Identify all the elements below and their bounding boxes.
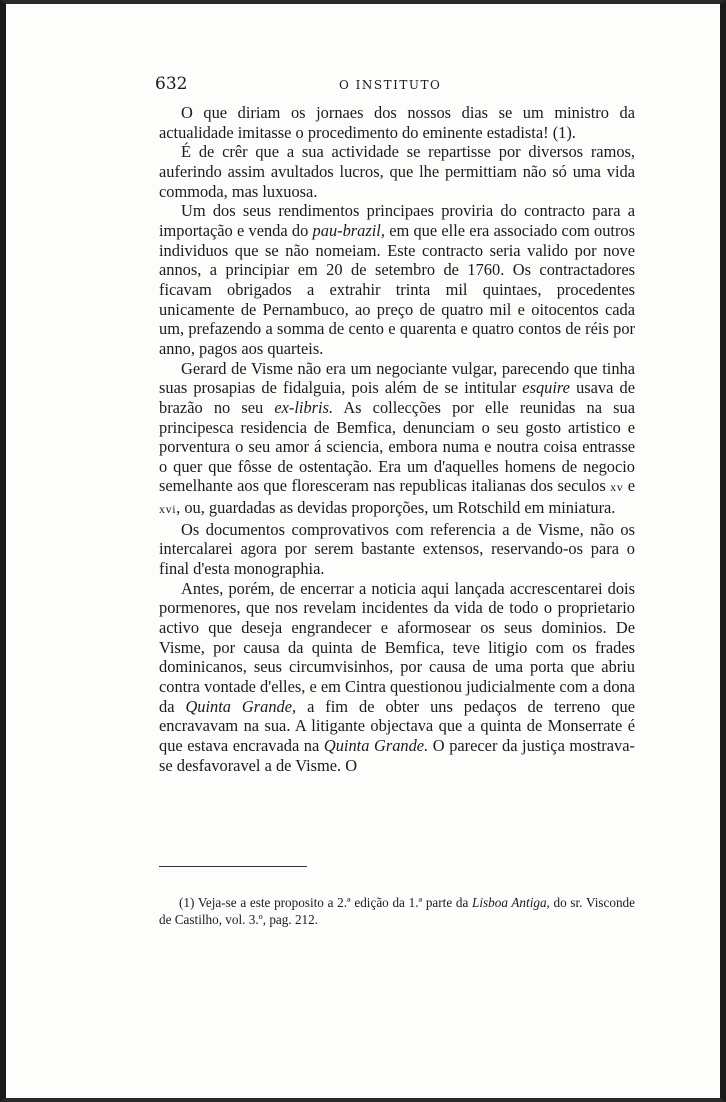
footnote-divider	[159, 866, 307, 867]
paragraph-6-text-b: a fim de obter uns pedaços de terreno que encravavam na sua. A litigante objectava que a quinta de Monserrate é que estava encravada na	[159, 696, 635, 755]
running-head: O INSTITUTO	[339, 78, 442, 92]
paragraph-6-text-c: O parecer da justiça mostrava-se desfavoravel a de Visme. O	[159, 736, 635, 775]
paragraph-3-text-a: Um dos seus rendimentos principaes proviria do contracto para a importação e venda do	[159, 201, 635, 240]
paragraph-6-italic-a: Quinta Grande,	[185, 696, 297, 716]
paragraph-4-text-d: e	[623, 476, 635, 496]
century-numeral-b: xvi	[159, 502, 177, 517]
paragraph-6-text-a: Antes, porém, de encerrar a noticia aqui lançada accrescentarei dois pormenores, que nos revelam incidentes da vida de todo o proprietario activo que deseja engrandecer e aformosear os seus dominios. De Visme, por causa da quinta de Bemfica, teve litigio com os frades dominicanos, seus circumvisinhos, por causa de uma porta que abriu contra vontade d'elles, e em Cintra questionou judicialmente com a dona da	[159, 578, 635, 716]
paragraph-4-text-b: usava de brazão no seu	[159, 378, 635, 417]
paragraph-3-italic: pau-brazil,	[312, 220, 385, 240]
paragraph-3-text-b: em que elle era associado com outros individuos que se não nomeiam. Este contracto seria valido por nove annos, a principiar em 20 de setembro de 1760. Os contractadores ficavam obrigados a extrahir trinta mil quintaes, procedentes unicamente de Pernambuco, ao preço de quatro mil e oitocentos cada um, prefazendo a somma de cento e quarenta e quatro contos de réis por anno, pagos aos quarteis.	[159, 220, 635, 358]
paragraph-4	[159, 359, 635, 520]
footnote	[159, 894, 635, 928]
paragraph-6	[159, 579, 635, 776]
paragraph-6-italic-b: Quinta Grande.	[323, 736, 429, 755]
paragraph-5: Os documentos comprovativos com referencia a de Visme, não os intercalarei agora por serem bastante extensos, reservando-os para o final d'esta monographia.	[159, 519, 635, 579]
paragraph-4-text-c: As collecções por elle reunidas na sua principesca residencia de Bemfica, denunciam o seu gosto artistico e porventura o seu amor á sciencia, embora numa e noutra coisa entrasse o quer que fôsse de ostentação. Era um d'aquelles homens de negocio semelhante aos que floresceram nas republicas italianas dos seculos	[159, 397, 635, 496]
paragraph-4-text-a: Gerard de Visme não era um negociante vulgar, parecendo que tinha suas prosapias de fidalguia, pois além de se intitular	[159, 358, 635, 398]
paragraph-4-italic-a: esquire	[522, 378, 570, 398]
century-numeral-a: xv	[610, 480, 624, 495]
footnote-text-a: (1) Veja-se a este proposito a 2.ª edição da 1.ª parte da	[179, 895, 473, 910]
paragraph-1: O que diriam os jornaes dos nossos dias se um ministro da actualidade imitasse o procedimento do eminente estadista! (1).	[159, 103, 635, 142]
paragraph-4-italic-b: ex-libris.	[274, 397, 334, 417]
body-text	[159, 103, 635, 775]
footnote-italic: Lisboa Antiga,	[472, 895, 550, 910]
footnote-text	[159, 894, 635, 928]
paragraph-2: É de crêr que a sua actividade se repartisse por diversos ramos, auferindo assim avultados lucros, que lhe permittiam não só uma vida commoda, mas luxuosa.	[159, 142, 635, 201]
paragraph-3	[159, 201, 635, 358]
paragraph-4-text-e: , ou, guardadas as devidas proporções, um Rotschild em miniatura.	[176, 498, 616, 518]
footnote-text-b: do sr. Visconde de Castilho, vol. 3.º, pag. 212.	[159, 895, 635, 927]
page-number: 632	[155, 74, 188, 94]
